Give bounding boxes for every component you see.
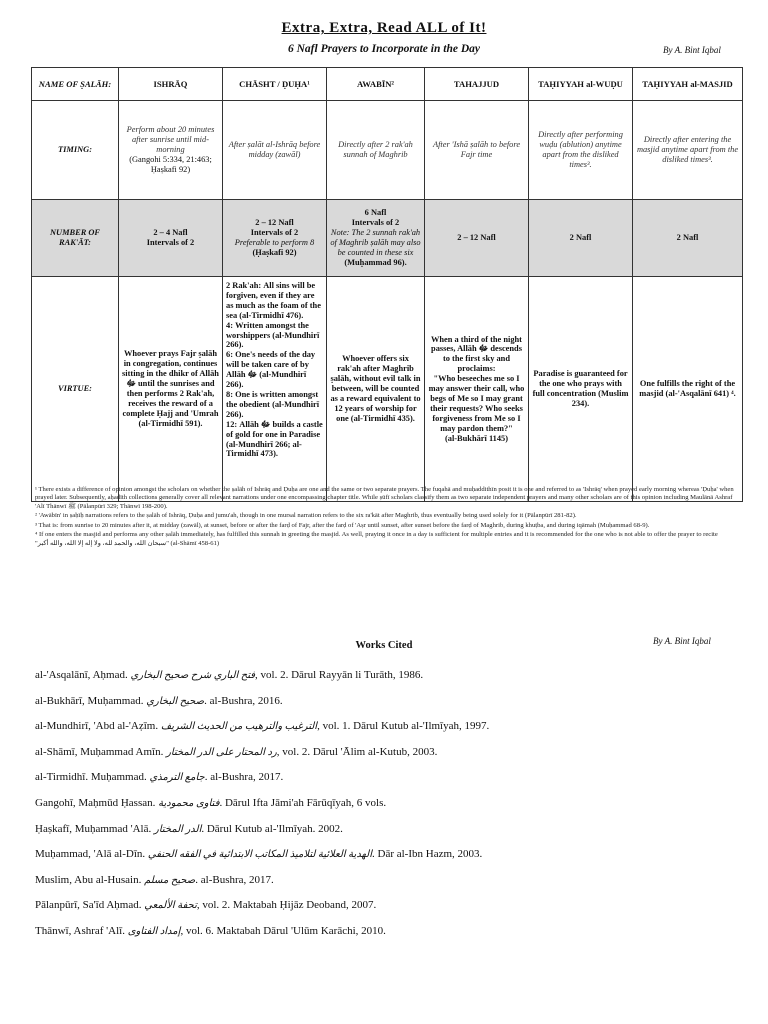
table-header-row	[32, 68, 743, 101]
footnote-1: ¹ There exists a difference of opinion amongst the scholars on whether the ṣalāh of Ishrāq and Ḍuḥa are one and the same or two separate prayers. The fuqahā and muḥaddithīn posit it is one and referred to as 'Ishrāq' when prayed early morning whereas 'Ḍuḥa' when prayed later. Subsequently, aḥadīth collections generally cover all relevant narrations under one encompassing chapter title. While ṣūfī scholars classify them as two separate independent prayers and many other scholars are of this opinion including Maulānā Ashraf 'Alī Thānwī ﷺ (Pālanpūrī 329; Thānwī 198-200).	[35, 486, 734, 510]
rakat-duha	[223, 200, 327, 277]
rakat-tahajjud: 2 – 12 Nafl	[425, 200, 529, 277]
timing-ishraq-ref: (Gangohi 5:334, 21:463; Ḥaṣkafi 92)	[129, 154, 212, 174]
virtue-duha-item-text: Allāh ﷻ builds a castle of gold for one in Paradise (al-Mundhirī 266; al-Tirmidhī 473).	[226, 419, 323, 459]
citation-entry	[35, 847, 735, 873]
header-ishraq: ISHRĀQ	[119, 68, 223, 101]
virtue-masjid: One fulfills the right of the masjid (al-'Asqalānī 641) ⁴.	[633, 277, 743, 502]
rakat-awabin-interval: Intervals of 2	[351, 218, 400, 228]
citation-author: Muḥammad, 'Alā al-Dīn.	[35, 848, 148, 861]
works-cited-title: Works Cited	[355, 640, 413, 651]
citation-entry	[35, 924, 735, 950]
timing-label: TIMING:	[32, 101, 119, 200]
virtue-tahajjud	[425, 277, 529, 502]
citation-arabic-title: الدر المختار	[153, 823, 202, 835]
citation-details: . Dārul Kutub al-'Ilmīyah. 2002.	[201, 822, 343, 835]
citation-author: al-Tirmidhī. Muḥammad.	[35, 771, 150, 784]
rakat-duha-note: Preferable to perform 8	[234, 238, 315, 247]
virtue-duha-item-label: 8:	[226, 389, 233, 399]
citation-details: . al-Bushra, 2017.	[195, 873, 274, 886]
page-subtitle: 6 Nafl Prayers to Incorporate in the Day	[288, 43, 480, 55]
rakat-duha-ref: (Ḥaṣkafi 92)	[252, 247, 297, 257]
citation-entry	[35, 719, 735, 745]
rakat-duha-interval: Intervals of 2	[250, 228, 299, 238]
citation-arabic-title: فتاوى محمودية	[158, 797, 220, 809]
citation-details: , vol. 6. Maktabah Dārul 'Ulūm Karāchi, 2010.	[180, 924, 386, 937]
footnotes	[35, 486, 735, 549]
virtue-tahajjud-ref: (al-Bukhārī 1145)	[444, 433, 509, 443]
citation-arabic-title: فتح الباري شرح صحيح البخاري	[130, 670, 256, 681]
timing-wudu: Directly after performing wuḍu (ablution) anytime apart from the disliked times³.	[529, 101, 633, 200]
citation-author: Muslim, Abu al-Husain.	[35, 873, 145, 886]
citation-arabic-title: إمداد الفتاوى	[127, 925, 181, 937]
footnote-4: ⁴ If one enters the masjid and performs any other ṣalāh immediately, has fulfilled this sunnah in greeting the masjid. As well, praying it once in a day is sufficient for multiple entries and it is recommended for the one who is not able to offer the prayer to recite "سبحان الله، والحمد لله، ولا إله إلا الله، والله أكبر" (al-Shāmī 458-61)	[35, 531, 718, 547]
virtue-row	[32, 277, 743, 502]
citation-entry	[35, 898, 735, 924]
virtue-duha-item-text: All sins will be forgiven, even if they are as much as the foam of the sea (al-Tirmidhī 476).	[226, 281, 321, 320]
rakat-ishraq	[119, 200, 223, 277]
citation-entry	[35, 668, 735, 694]
rakat-awabin-note: Note: The 2 sunnah rak'ah of Maghrib ṣalāh may also be counted in these six	[330, 228, 421, 257]
timing-ishraq	[119, 101, 223, 200]
rakat-duha-count: 2 – 12 Nafl	[255, 218, 294, 228]
rakat-awabin-ref: (Muḥammad 96).	[344, 257, 407, 267]
citation-arabic-title: رد المحتار على الدر المختار	[166, 746, 277, 758]
virtue-ishraq: Whoever prays Fajr ṣalāh in congregation, continues sitting in the dhikr of Allāh ﷻ until the sunrises and then performs 2 Rak'ah, receives the reward of a complete Ḥajj and 'Umrah (al-Tirmidhī 591).	[119, 277, 223, 502]
citation-details: . al-Bushra, 2016.	[204, 694, 283, 707]
citation-details: . al-Bushra, 2017.	[204, 771, 284, 784]
header-name-of-salah: NAME OF ṢALĀH:	[32, 68, 119, 101]
virtue-duha-item-label: 2 Rak'ah:	[226, 281, 262, 290]
virtue-duha-item-label: 4:	[226, 320, 233, 330]
rakat-awabin-count: 6 Nafl	[364, 208, 387, 218]
timing-masjid: Directly after entering the masjid anytime apart from the disliked times³.	[633, 101, 743, 200]
virtue-tahajjud-quote: "Who beseeches me so I may answer their call, who begs of Me so I may grant their requests? Who seeks forgiveness from Me so I may pardon them?"	[428, 374, 525, 433]
virtue-duha-item-text: Written amongst the worshippers (al-Mundhirī 266).	[226, 320, 320, 350]
virtue-label: VIRTUE:	[32, 277, 119, 502]
rakat-masjid: 2 Nafl	[633, 200, 743, 277]
virtue-wudu: Paradise is guaranteed for the one who prays with full concentration (Muslim 234).	[529, 277, 633, 502]
citation-author: al-Bukhārī, Muḥammad.	[35, 694, 147, 707]
citation-details: , vol. 2. Maktabah Ḥijāz Deoband, 2007.	[196, 899, 377, 912]
citation-arabic-title: تحفة الألمعي	[144, 900, 197, 912]
virtue-duha-item-label: 6:	[226, 350, 233, 360]
timing-tahajjud: After 'Ishā ṣalāh to before Fajr time	[425, 101, 529, 200]
timing-row	[32, 101, 743, 200]
rakat-ishraq-interval: Intervals of 2	[146, 238, 195, 247]
citation-details: , vol. 2. Dārul 'Ālim al-Kutub, 2003.	[276, 745, 438, 758]
citation-details: . Dār al-Ibn Hazm, 2003.	[372, 848, 483, 861]
timing-awabin: Directly after 2 rak'ah sunnah of Maghrib	[327, 101, 425, 200]
footnote-2: ² 'Awābīn' in ṣaḥīḥ narrations refers to the ṣalāh of Ishrāq, Ḍuḥa and jumu'ah, though in one mursal narration refers to the six ra'kāt after Maghrib, thus eventually being used solely for it (Pālanpūrī 281-82).	[35, 512, 577, 520]
virtue-duha-item-text: One is written amongst the obedient (al-Mundhirī 266).	[226, 389, 320, 419]
citation-arabic-title: الهدية العلائية لتلاميذ المكاتب الابتدائية في الفقه الحنفي	[147, 849, 372, 861]
citation-details: , vol. 1. Dārul Kutub al-'Ilmīyah, 1997.	[317, 720, 490, 733]
rakat-awabin	[327, 200, 425, 277]
citation-entry	[35, 694, 735, 720]
citation-author: al-Mundhirī, 'Abd al-'Aẓīm.	[35, 720, 161, 733]
timing-duha: After ṣalāt al-Ishrāq before midday (zawāl)	[223, 101, 327, 200]
author-byline: By A. Bint Iqbal	[663, 45, 721, 55]
citation-entry	[35, 822, 735, 848]
citation-entry	[35, 770, 735, 796]
citation-author: al-'Asqalānī, Aḥmad.	[35, 669, 131, 681]
virtue-tahajjud-intro: When a third of the night passes, Allāh ﷻ descends to the first sky and proclaims:	[431, 334, 522, 374]
citation-author: al-Shāmī, Muḥammad Amīn.	[35, 745, 167, 758]
page-title: Extra, Extra, Read ALL of It!	[281, 20, 487, 36]
works-cited-author: By A. Bint Iqbal	[653, 636, 711, 646]
citation-entry	[35, 873, 735, 899]
header-tahajjud: TAHAJJUD	[425, 68, 529, 101]
rakat-ishraq-count: 2 – 4 Nafl	[153, 228, 188, 238]
citation-details: . Dārul Ifta Jāmi'ah Fārūqīyah, 6 vols.	[219, 796, 387, 809]
citation-author: Pālanpūrī, Sa'īd Aḥmad.	[35, 899, 145, 912]
citation-arabic-title: الترغيب والترهيب من الحديث الشريف	[160, 721, 318, 733]
rakat-row	[32, 200, 743, 277]
virtue-awabin: Whoever offers six rak'ah after Maghrib ṣalāh, without evil talk in between, will be counted as a reward equivalent to 12 years of worship for one (al-Tirmidhī 435).	[327, 277, 425, 502]
header-duha: CHĀSHT / ḌUḤA¹	[223, 68, 327, 101]
citation-arabic-title: صحيح البخاري	[146, 695, 205, 707]
citation-details: , vol. 2. Dārul Rayyān li Turāth, 1986.	[255, 669, 424, 681]
nafl-prayers-table	[31, 67, 743, 502]
timing-ishraq-text: Perform about 20 minutes after sunrise until mid-morning	[126, 125, 215, 155]
citation-author: Gangohī, Maḥmūd Ḥassan.	[35, 796, 159, 809]
virtue-duha-item-text: One's needs of the day will be taken care of by Allāh ﷻ (al-Mundhirī 266).	[226, 350, 316, 390]
citation-arabic-title: صحيح مسلم	[144, 874, 196, 886]
citation-entry	[35, 796, 735, 822]
rakat-label: NUMBER OF RAK'ĀT:	[32, 200, 119, 277]
virtue-duha-item-label: 12:	[226, 419, 238, 429]
citation-author: Ḥaṣkafī, Muḥammad 'Alā.	[35, 822, 154, 835]
header-awabin: AWABĪN²	[327, 68, 425, 101]
citation-author: Thānwī, Ashraf 'Alī.	[35, 924, 128, 937]
citation-entry	[35, 745, 735, 771]
header-tahiyyah-wudu: TAḤIYYAH al-WUḌU	[529, 68, 633, 101]
citation-arabic-title: جامع الترمذي	[149, 772, 205, 784]
rakat-wudu: 2 Nafl	[529, 200, 633, 277]
footnote-3: ³ That is: from sunrise to 20 minutes after it, at midday (zawāl), at sunset, before or after the farḍ of Fajr, after the farḍ of 'Aṣr until sunset, after sunset before the farḍ of Maghrib, during khuṭba, and during iqāmah (Muḥammad 68-9).	[35, 521, 650, 529]
virtue-duha	[223, 277, 327, 502]
works-cited-list	[35, 668, 735, 950]
header-tahiyyah-masjid: TAḤIYYAH al-MASJID	[633, 68, 743, 101]
